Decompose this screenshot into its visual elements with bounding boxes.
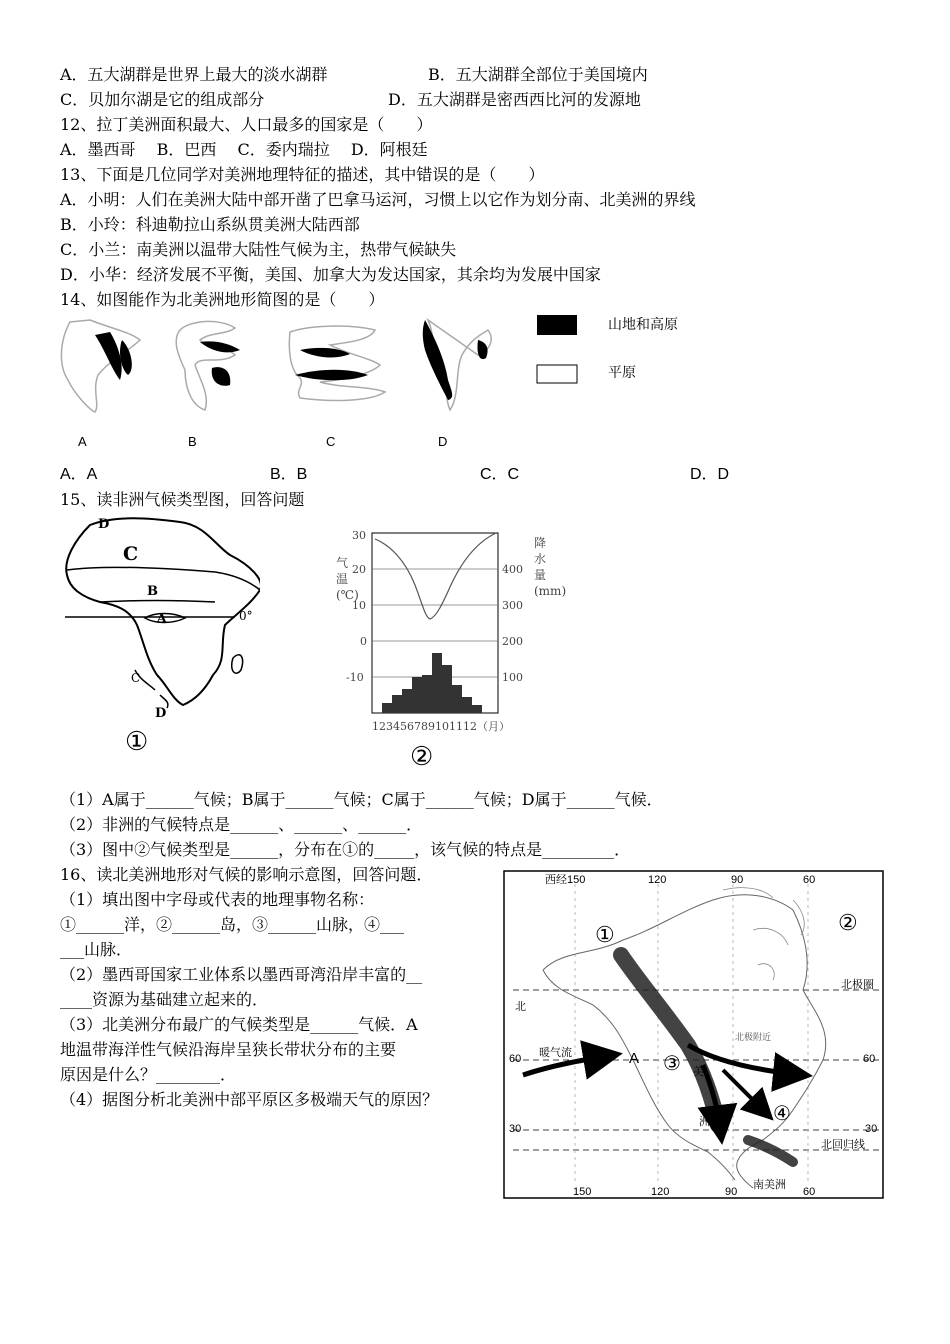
q13-option-d: D．小华：经济发展不平衡，美国、加拿大为发达国家，其余均为发展中国家	[60, 265, 601, 284]
q12-stem: 12、拉丁美洲面积最大、人口最多的国家是（ ）	[60, 115, 433, 134]
q13-option-c: C．小兰：南美洲以温带大陆性气候为主，热带气候缺失	[60, 240, 457, 259]
q16-sub2-a: （2）墨西哥国家工业体系以墨西哥湾沿岸丰富的__	[60, 965, 423, 984]
q16-sub1-c: ___山脉．	[60, 940, 133, 959]
na-label-bottom-150: 150	[573, 1186, 592, 1198]
q14-option-a: A．A	[60, 466, 98, 483]
terrain-map-b	[176, 321, 240, 410]
q16-sub2-b: ____资源为基础建立起来的．	[60, 990, 269, 1009]
q15-sub3: （3）图中②气候类型是______，分布在①的_____，该气候的特点是_________．	[60, 840, 631, 859]
figure-2-label: ②	[410, 742, 434, 772]
svg-text:-10: -10	[346, 671, 364, 684]
q14-terrain-maps	[50, 310, 700, 460]
q16-sub4: （4）据图分析北美洲中部平原区多极端天气的原因？	[60, 1090, 439, 1109]
na-label-circle-4: ④	[773, 1103, 791, 1125]
africa-label-b: B	[147, 584, 158, 599]
africa-label-d-top: D	[98, 517, 110, 532]
na-label-north: 北	[515, 1001, 526, 1013]
na-label-tropic: 北回归线	[821, 1139, 865, 1151]
q15-sub1: （1）A属于______气候；B属于______气候；C属于______气候；D属于______气候．	[60, 790, 663, 809]
svg-text:400: 400	[502, 563, 523, 576]
africa-label-c-small: C	[131, 671, 141, 685]
africa-label-equator: 0°	[239, 609, 253, 623]
chart-month-labels: 123456789101112（月）	[372, 720, 510, 733]
terrain-map-a	[61, 320, 140, 412]
legend-plain-label: 平原	[608, 364, 636, 380]
svg-text:30: 30	[352, 529, 366, 542]
na-label-a: A	[629, 1050, 640, 1067]
q13-stem: 13、下面是几位同学对美洲地理特征的描述，其中错误的是（ ）	[60, 165, 545, 184]
na-label-top-120: 120	[648, 874, 667, 886]
q13-option-a: A．小明：人们在美洲大陆中部开凿了巴拿马运河，习惯上以它作为划分南、北美洲的界线	[60, 190, 696, 209]
q16-sub3-c: 原因是什么？________．	[60, 1065, 237, 1084]
svg-text:10: 10	[352, 599, 366, 612]
svg-text:200: 200	[502, 635, 523, 648]
q15-stem: 15、读非洲气候类型图，回答问题	[60, 490, 305, 509]
q15-sub2: （2）非洲的气候特点是______、______、______．	[60, 815, 423, 834]
na-label-zhou: 洲	[699, 1116, 710, 1128]
terrain-map-d-label: D	[438, 434, 448, 449]
q16-sub1-a: （1）填出图中字母或代表的地理事物名称：	[60, 890, 375, 909]
na-label-arctic-near: 北极附近	[735, 1032, 772, 1042]
na-label-top-60: 60	[803, 874, 816, 886]
svg-text:0: 0	[360, 635, 367, 648]
na-label-bottom-120: 120	[651, 1186, 670, 1198]
q11-option-d: D．五大湖群是密西西比河的发源地	[388, 90, 641, 109]
africa-label-c: C	[123, 543, 139, 565]
q16-stem: 16、读北美洲地形对气候的影响示意图，回答问题．	[60, 865, 433, 884]
legend-mountain-label: 山地和高原	[608, 316, 678, 332]
terrain-map-c-label: C	[326, 434, 336, 449]
na-label-bottom-90: 90	[725, 1186, 738, 1198]
africa-climate-map	[55, 510, 260, 755]
na-label-west150: 西经150	[545, 874, 586, 886]
legend-mountain-swatch	[537, 315, 577, 335]
na-label-south-america: 南美洲	[753, 1179, 786, 1191]
na-label-mei: 美	[693, 1066, 704, 1078]
q14-option-d: D．D	[690, 466, 730, 483]
terrain-map-c	[289, 326, 385, 400]
q11-option-b: B．五大湖群全部位于美国境内	[428, 65, 648, 84]
q16-sub1-b: ①______洋，②______岛，③______山脉，④___	[60, 915, 405, 934]
figure-1-label: ①	[125, 727, 149, 755]
legend-plain-swatch	[537, 365, 577, 383]
svg-text:300: 300	[502, 599, 523, 612]
q16-sub3-b: 地温带海洋性气候沿海岸呈狭长带状分布的主要	[60, 1040, 397, 1059]
na-label-bottom-60: 60	[803, 1186, 816, 1198]
q11-option-a: A．五大湖群是世界上最大的淡水湖群	[60, 65, 328, 84]
na-label-top-90: 90	[731, 874, 744, 886]
na-label-lat60-left: 60	[509, 1053, 522, 1065]
na-label-circle-3: ③	[663, 1053, 681, 1075]
terrain-map-a-label: A	[78, 434, 87, 449]
africa-label-d-bottom: D	[155, 706, 167, 721]
q16-sub3-a: （3）北美洲分布最广的气候类型是______气候．A	[60, 1015, 418, 1034]
q14-option-c: C．C	[480, 466, 520, 483]
na-label-circle-2: ②	[838, 910, 858, 935]
chart-left-axis-label: 气温(℃)	[336, 556, 359, 602]
na-label-lat30-left: 30	[509, 1123, 522, 1135]
na-label-circle-1: ①	[595, 922, 615, 947]
q14-option-b: B．B	[270, 466, 308, 483]
north-america-climate-map	[503, 870, 885, 1200]
svg-text:100: 100	[502, 671, 523, 684]
q12-options: A．墨西哥 B．巴西 C．委内瑞拉 D．阿根廷	[60, 140, 428, 159]
q13-option-b: B．小玲：科迪勒拉山系纵贯美洲大陆西部	[60, 215, 360, 234]
na-label-lat60-right: 60	[863, 1053, 876, 1065]
africa-label-a: A	[157, 611, 167, 625]
q14-stem: 14、如图能作为北美洲地形简图的是（ ）	[60, 290, 385, 309]
terrain-map-d	[423, 320, 491, 410]
climate-chart	[330, 525, 567, 775]
q11-option-c: C．贝加尔湖是它的组成部分	[60, 90, 265, 109]
terrain-map-b-label: B	[188, 434, 197, 449]
svg-text:20: 20	[352, 563, 366, 576]
chart-right-axis-label: 降水量(mm)	[534, 536, 567, 598]
na-label-lat30-right: 30	[865, 1123, 878, 1135]
na-label-arctic-circle: 北极圈	[841, 979, 874, 991]
na-label-warm-air: 暖气流	[539, 1047, 572, 1059]
